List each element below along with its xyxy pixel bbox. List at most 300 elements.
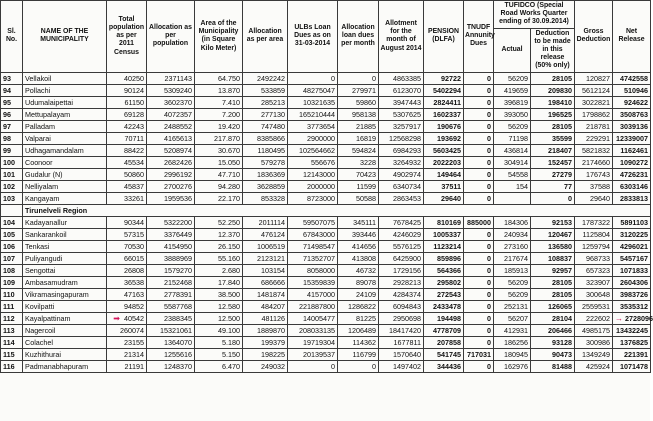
allotment-cell: 3264932 [379, 156, 424, 168]
pension-cell: 194498 [424, 312, 464, 324]
area-cell: 15.050 [195, 156, 243, 168]
allocation-population-cell: 5208974 [147, 144, 195, 156]
pension-cell: 29640 [424, 192, 464, 204]
sl-cell: 97 [1, 120, 23, 132]
sl-cell: 94 [1, 84, 23, 96]
ulb-loan-cell: 10321635 [288, 96, 338, 108]
allocation-loan-cell: 21885 [338, 120, 379, 132]
name-cell: Mettupalayam [23, 108, 107, 120]
table-row [1, 324, 651, 336]
net-release-cell: 2604306 [613, 276, 651, 288]
net-release-cell: 3039136 [613, 120, 651, 132]
net-release-cell: 12339007 [613, 132, 651, 144]
region-label: Tirunelveli Region [23, 204, 651, 216]
table-body [1, 72, 651, 372]
actual-cell: 56209 [494, 120, 531, 132]
gross-deduction-cell: 2559531 [575, 300, 613, 312]
municipality-name: Kayalpattinam [25, 313, 71, 323]
actual-cell: 56207 [494, 312, 531, 324]
area-cell: 55.160 [195, 252, 243, 264]
tnudf-cell: 0 [464, 336, 494, 348]
table-row [1, 360, 651, 372]
allocation-loan-cell: 413808 [338, 252, 379, 264]
net-release-cell: 1071833 [613, 264, 651, 276]
allocation-population-cell: 2700276 [147, 180, 195, 192]
table-row [1, 84, 651, 96]
table-row [1, 300, 651, 312]
gross-deduction-cell: 37588 [575, 180, 613, 192]
allocation-loan-cell: 11599 [338, 180, 379, 192]
table-row [1, 336, 651, 348]
actual-cell: 185913 [494, 264, 531, 276]
tnudf-cell: 0 [464, 228, 494, 240]
table-row [1, 120, 651, 132]
deduction-cell: 108837 [531, 252, 575, 264]
deduction-cell: 28105 [531, 120, 575, 132]
table-header [1, 1, 651, 73]
allocation-area-cell: 686666 [243, 276, 288, 288]
net-release-cell: 1090272 [613, 156, 651, 168]
actual-cell: 56209 [494, 276, 531, 288]
gross-deduction-cell: 229291 [575, 132, 613, 144]
name-cell: Palladam [23, 120, 107, 132]
allocation-loan-cell: 50588 [338, 192, 379, 204]
pension-cell: 37511 [424, 180, 464, 192]
allocation-loan-cell: 46732 [338, 264, 379, 276]
ulb-loan-cell: 208033135 [288, 324, 338, 336]
gross-deduction-cell: 218781 [575, 120, 613, 132]
tnudf-cell: 0 [464, 144, 494, 156]
area-cell: 13.870 [195, 84, 243, 96]
allocation-population-cell: 3602370 [147, 96, 195, 108]
allocation-area-cell: 2492242 [243, 72, 288, 84]
actual-cell [494, 192, 531, 204]
allocation-area-cell: 2123121 [243, 252, 288, 264]
table-row [1, 72, 651, 84]
net-release-cell: 3983726 [613, 288, 651, 300]
pension-cell: 5402294 [424, 84, 464, 96]
gross-deduction-cell: 1259794 [575, 240, 613, 252]
area-cell: 17.840 [195, 276, 243, 288]
population-cell: 88422 [107, 144, 147, 156]
allocation-population-cell: 2996192 [147, 168, 195, 180]
gross-deduction-cell: 1125804 [575, 228, 613, 240]
pension-cell: 2824411 [424, 96, 464, 108]
actual-cell: 162976 [494, 360, 531, 372]
area-cell: 6.470 [195, 360, 243, 372]
net-release-cell: 2833813 [613, 192, 651, 204]
allotment-cell: 12568298 [379, 132, 424, 144]
area-cell: 64.750 [195, 72, 243, 84]
actual-cell: 393050 [494, 108, 531, 120]
allocation-population-cell: 1248370 [147, 360, 195, 372]
deduction-cell: 28104 [531, 312, 575, 324]
header-ulb-loan: ULBs Loan Dues as on 31-03-2014 [288, 1, 338, 73]
net-release-cell: 1162461 [613, 144, 651, 156]
allocation-population-cell: 5322200 [147, 216, 195, 228]
allocation-loan-cell: 1286822 [338, 300, 379, 312]
net-release-cell: 510946 [613, 84, 651, 96]
net-release-cell: 5891103 [613, 216, 651, 228]
allocation-area-cell: 2011114 [243, 216, 288, 228]
name-cell: Udumalaipettai [23, 96, 107, 108]
allocation-area-cell: 198225 [243, 348, 288, 360]
net-release-cell [613, 312, 651, 324]
population-cell: 26808 [107, 264, 147, 276]
allocation-area-cell: 481126 [243, 312, 288, 324]
header-allocation-population: Allocation as per population [147, 1, 195, 73]
ulb-loan-cell: 19719304 [288, 336, 338, 348]
deduction-cell: 136580 [531, 240, 575, 252]
allotment-cell: 4246029 [379, 228, 424, 240]
tnudf-cell: 0 [464, 360, 494, 372]
deduction-cell: 152457 [531, 156, 575, 168]
population-cell: 36538 [107, 276, 147, 288]
allocation-loan-cell: 393446 [338, 228, 379, 240]
name-cell: Coonoor [23, 156, 107, 168]
allocation-population-cell: 4154950 [147, 240, 195, 252]
pension-cell: 272543 [424, 288, 464, 300]
population-cell: 45534 [107, 156, 147, 168]
allotment-cell: 4284374 [379, 288, 424, 300]
tnudf-cell: 0 [464, 252, 494, 264]
table-row [1, 288, 651, 300]
ulb-loan-cell: 0 [288, 360, 338, 372]
table-row [1, 348, 651, 360]
net-release-cell: 3508763 [613, 108, 651, 120]
highlight-arrow-icon: → [615, 313, 623, 323]
header-name: NAME OF THE MUNICIPALITY [23, 1, 107, 73]
allocation-population-cell: 5587768 [147, 300, 195, 312]
population-cell: 69128 [107, 108, 147, 120]
header-total-population: Total population as per 2011 Census [107, 1, 147, 73]
ulb-loan-cell: 20139537 [288, 348, 338, 360]
sl-cell: 111 [1, 300, 23, 312]
name-cell: Nelliyalam [23, 180, 107, 192]
population-cell: 90124 [107, 84, 147, 96]
allocation-area-cell: 1889870 [243, 324, 288, 336]
allocation-population-cell: 2152468 [147, 276, 195, 288]
population-cell: 47163 [107, 288, 147, 300]
pension-cell: 859896 [424, 252, 464, 264]
tnudf-cell: 0 [464, 264, 494, 276]
ulb-loan-cell: 2900000 [288, 132, 338, 144]
deduction-cell: 77 [531, 180, 575, 192]
allotment-cell: 6340734 [379, 180, 424, 192]
actual-cell: 154 [494, 180, 531, 192]
allocation-loan-cell: 3228 [338, 156, 379, 168]
ulb-loan-cell: 0 [288, 72, 338, 84]
allocation-area-cell: 579278 [243, 156, 288, 168]
allocation-population-cell: 2388345 [147, 312, 195, 324]
allotment-cell: 18417420 [379, 324, 424, 336]
net-release-cell: 221391 [613, 348, 651, 360]
sl-cell: 109 [1, 276, 23, 288]
gross-deduction-cell: 1349249 [575, 348, 613, 360]
area-cell: 12.500 [195, 312, 243, 324]
pension-cell: 4778709 [424, 324, 464, 336]
deduction-cell: 196525 [531, 108, 575, 120]
actual-cell: 184306 [494, 216, 531, 228]
population-cell: 90344 [107, 216, 147, 228]
pension-cell: 190676 [424, 120, 464, 132]
allotment-cell: 6425900 [379, 252, 424, 264]
actual-cell: 419659 [494, 84, 531, 96]
allotment-cell: 2950698 [379, 312, 424, 324]
name-cell: Valparai [23, 132, 107, 144]
allocation-population-cell: 4165613 [147, 132, 195, 144]
allocation-population-cell: 1579270 [147, 264, 195, 276]
population-cell: 94852 [107, 300, 147, 312]
actual-cell: 217674 [494, 252, 531, 264]
gross-deduction-cell: 3022821 [575, 96, 613, 108]
tnudf-cell: 0 [464, 324, 494, 336]
allotment-cell: 1677811 [379, 336, 424, 348]
allocation-area-cell: 103154 [243, 264, 288, 276]
population-cell: 260074 [107, 324, 147, 336]
actual-cell: 412931 [494, 324, 531, 336]
table-row [1, 276, 651, 288]
net-release-cell: 924622 [613, 96, 651, 108]
sl-cell: 112 [1, 312, 23, 324]
gross-deduction-cell: 29640 [575, 192, 613, 204]
allocation-loan-cell: 414656 [338, 240, 379, 252]
allocation-population-cell: 2371143 [147, 72, 195, 84]
sl-cell: 108 [1, 264, 23, 276]
allotment-cell: 6984293 [379, 144, 424, 156]
region-row [1, 204, 651, 216]
actual-cell: 273160 [494, 240, 531, 252]
pension-cell: 149464 [424, 168, 464, 180]
gross-deduction-cell: 120827 [575, 72, 613, 84]
ulb-loan-cell: 14005477 [288, 312, 338, 324]
population-cell: 70711 [107, 132, 147, 144]
area-cell: 26.150 [195, 240, 243, 252]
gross-deduction-cell: 222602 [575, 312, 613, 324]
tnudf-cell: 0 [464, 108, 494, 120]
allocation-area-cell: 249032 [243, 360, 288, 372]
sl-cell: 100 [1, 156, 23, 168]
gross-deduction-cell: 300986 [575, 336, 613, 348]
area-cell: 217.870 [195, 132, 243, 144]
deduction-cell: 27279 [531, 168, 575, 180]
net-release-cell: 4296021 [613, 240, 651, 252]
allocation-loan-cell: 81225 [338, 312, 379, 324]
gross-deduction-cell: 323907 [575, 276, 613, 288]
sl-cell: 105 [1, 228, 23, 240]
deduction-cell: 120467 [531, 228, 575, 240]
area-cell: 30.670 [195, 144, 243, 156]
ulb-loan-cell: 102564662 [288, 144, 338, 156]
deduction-cell: 93128 [531, 336, 575, 348]
tnudf-cell: 0 [464, 168, 494, 180]
net-release-cell: 1071478 [613, 360, 651, 372]
allocation-area-cell: 277130 [243, 108, 288, 120]
header-allotment: Allotment for the month of August 2014 [379, 1, 424, 73]
allocation-population-cell: 4072357 [147, 108, 195, 120]
ulb-loan-cell: 48275047 [288, 84, 338, 96]
table-row [1, 192, 651, 204]
deduction-cell: 28105 [531, 288, 575, 300]
deduction-cell: 126065 [531, 300, 575, 312]
allocation-area-cell: 484207 [243, 300, 288, 312]
deduction-cell: 198410 [531, 96, 575, 108]
allocation-population-cell: 3376449 [147, 228, 195, 240]
ulb-loan-cell: 12143000 [288, 168, 338, 180]
deduction-cell: 28105 [531, 276, 575, 288]
table-row [1, 252, 651, 264]
actual-cell: 240934 [494, 228, 531, 240]
tnudf-cell: 0 [464, 180, 494, 192]
allotment-cell: 1497402 [379, 360, 424, 372]
allotment-cell: 4863385 [379, 72, 424, 84]
deduction-cell: 0 [531, 192, 575, 204]
deduction-cell: 81488 [531, 360, 575, 372]
pension-cell: 5603425 [424, 144, 464, 156]
allocation-loan-cell: 70423 [338, 168, 379, 180]
population-cell: 21191 [107, 360, 147, 372]
area-cell: 52.250 [195, 216, 243, 228]
area-cell: 12.580 [195, 300, 243, 312]
name-cell: Vellakoil [23, 72, 107, 84]
pension-cell: 1602337 [424, 108, 464, 120]
population-cell: 23155 [107, 336, 147, 348]
actual-cell: 396819 [494, 96, 531, 108]
ulb-loan-cell: 15359839 [288, 276, 338, 288]
gross-deduction-cell: 5821832 [575, 144, 613, 156]
gross-deduction-cell: 425924 [575, 360, 613, 372]
allocation-area-cell: 1180495 [243, 144, 288, 156]
region-sl-cell [1, 204, 23, 216]
pension-cell: 344436 [424, 360, 464, 372]
ulb-loan-cell: 59507075 [288, 216, 338, 228]
tnudf-cell: 0 [464, 84, 494, 96]
allocation-area-cell: 533859 [243, 84, 288, 96]
sl-cell: 93 [1, 72, 23, 84]
name-cell: Sengottai [23, 264, 107, 276]
table-row [1, 312, 651, 324]
name-cell: Padmanabhapuram [23, 360, 107, 372]
allocation-loan-cell: 1206489 [338, 324, 379, 336]
actual-cell: 54558 [494, 168, 531, 180]
deduction-cell: 28105 [531, 72, 575, 84]
pension-cell: 207858 [424, 336, 464, 348]
ulb-loan-cell: 67843000 [288, 228, 338, 240]
name-cell: Kuzhithurai [23, 348, 107, 360]
allocation-area-cell: 8385866 [243, 132, 288, 144]
area-cell: 22.170 [195, 192, 243, 204]
header-allocation-loan: Allocation loan dues per month [338, 1, 379, 73]
allocation-loan-cell: 594824 [338, 144, 379, 156]
sl-cell: 107 [1, 252, 23, 264]
ulb-loan-cell: 556676 [288, 156, 338, 168]
allocation-population-cell: 3888969 [147, 252, 195, 264]
allocation-area-cell: 3628859 [243, 180, 288, 192]
pension-cell: 564366 [424, 264, 464, 276]
allocation-loan-cell: 958138 [338, 108, 379, 120]
allocation-loan-cell: 0 [338, 360, 379, 372]
sl-cell: 99 [1, 144, 23, 156]
gross-deduction-cell: 4985175 [575, 324, 613, 336]
allocation-population-cell: 1255616 [147, 348, 195, 360]
allotment-cell: 4902974 [379, 168, 424, 180]
allotment-cell: 5307625 [379, 108, 424, 120]
population-cell: 40250 [107, 72, 147, 84]
area-cell: 5.180 [195, 336, 243, 348]
allocation-population-cell: 2778391 [147, 288, 195, 300]
allocation-population-cell: 1364070 [147, 336, 195, 348]
area-cell: 7.410 [195, 96, 243, 108]
sl-cell: 114 [1, 336, 23, 348]
pension-cell: 295802 [424, 276, 464, 288]
population-cell: 21314 [107, 348, 147, 360]
deduction-cell: 92153 [531, 216, 575, 228]
allocation-population-cell: 15321061 [147, 324, 195, 336]
pension-cell: 541745 [424, 348, 464, 360]
sl-cell: 103 [1, 192, 23, 204]
table-row [1, 240, 651, 252]
area-cell: 2.680 [195, 264, 243, 276]
ulb-loan-cell: 3773654 [288, 120, 338, 132]
sl-cell: 98 [1, 132, 23, 144]
gross-deduction-cell: 5612124 [575, 84, 613, 96]
net-release-cell: 5457167 [613, 252, 651, 264]
allocation-area-cell: 1481874 [243, 288, 288, 300]
net-release-cell: 13432245 [613, 324, 651, 336]
header-sl: Sl. No. [1, 1, 23, 73]
allocation-loan-cell: 24109 [338, 288, 379, 300]
allocation-population-cell: 2682426 [147, 156, 195, 168]
sl-cell: 113 [1, 324, 23, 336]
deduction-cell: 206466 [531, 324, 575, 336]
allotment-cell: 6123070 [379, 84, 424, 96]
pension-cell: 2433478 [424, 300, 464, 312]
population-cell: 33261 [107, 192, 147, 204]
ulb-loan-cell: 8058000 [288, 264, 338, 276]
allocation-population-cell: 2488552 [147, 120, 195, 132]
allocation-loan-cell: 0 [338, 72, 379, 84]
allocation-area-cell: 853328 [243, 192, 288, 204]
deduction-cell: 90473 [531, 348, 575, 360]
allocation-population-cell: 1959536 [147, 192, 195, 204]
sl-cell: 116 [1, 360, 23, 372]
area-cell: 12.370 [195, 228, 243, 240]
name-cell: Gudalur (N) [23, 168, 107, 180]
table-row [1, 216, 651, 228]
sl-cell: 104 [1, 216, 23, 228]
allocation-population-cell: 5309240 [147, 84, 195, 96]
allocation-area-cell: 1836369 [243, 168, 288, 180]
population-cell: 61150 [107, 96, 147, 108]
gross-deduction-cell: 657323 [575, 264, 613, 276]
actual-cell: 56209 [494, 72, 531, 84]
table-row [1, 108, 651, 120]
net-release-value: 2728096 [625, 313, 653, 323]
ulb-loan-cell: 71352707 [288, 252, 338, 264]
actual-cell: 436814 [494, 144, 531, 156]
table-row [1, 180, 651, 192]
gross-deduction-cell: 300648 [575, 288, 613, 300]
sl-cell: 106 [1, 240, 23, 252]
tnudf-cell: 0 [464, 300, 494, 312]
actual-cell: 304914 [494, 156, 531, 168]
ulb-loan-cell: 71498547 [288, 240, 338, 252]
ulb-loan-cell: 8723000 [288, 192, 338, 204]
gross-deduction-cell: 1787322 [575, 216, 613, 228]
name-cell: Sankarankoil [23, 228, 107, 240]
table-row [1, 132, 651, 144]
ulb-loan-cell: 4157000 [288, 288, 338, 300]
